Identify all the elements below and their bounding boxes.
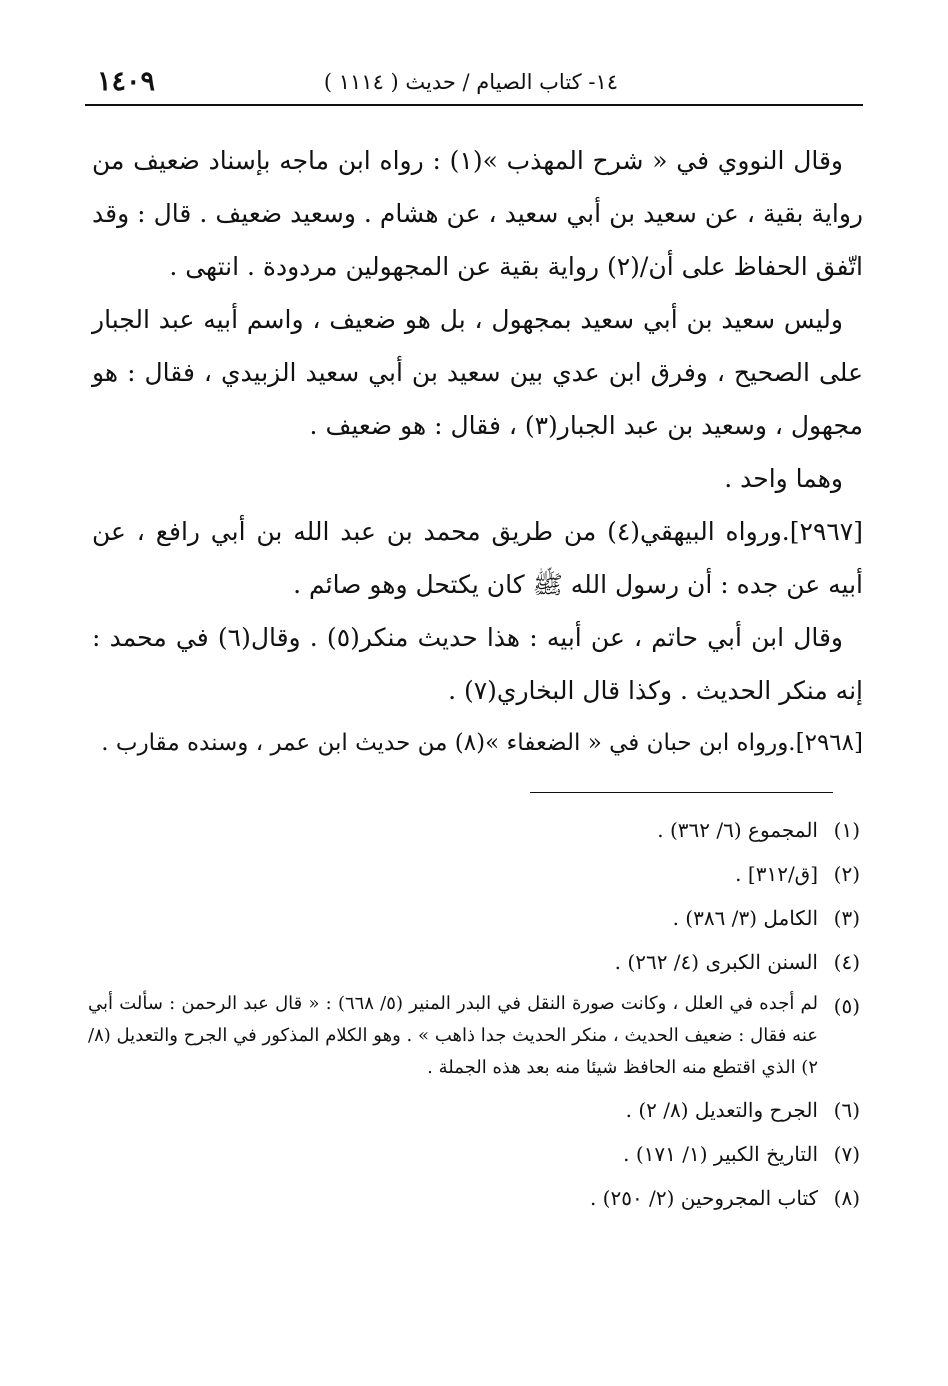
hadith-2967: [٢٩٦٧].ورواه البيهقي(٤) من طريق محمد بن عبد الله بن أبي رافع ، عن أبيه عن جده : أن رسول الله ﷺ كان يكتحل وهو صائم .: [92, 517, 863, 599]
footnote-text: لم أجده في العلل ، وكانت صورة النقل في البدر المنير (٥/ ٦٦٨) : « قال عبد الرحمن : سألت أبي عنه فقال : ضعيف الحديث ، منكر الحديث جدا ذاهب » . وهو الكلام المذكور في الجرح والتعديل (٨/ ٢) الذي اقتطع منه الحافظ شيئا منه بعد هذه الجملة .: [88, 993, 818, 1078]
footnote-text: التاريخ الكبير (١/ ١٧١) .: [623, 1142, 818, 1166]
footnote-item: [88, 1092, 860, 1128]
footnote-text: الجرح والتعديل (٨/ ٢) .: [625, 1098, 818, 1122]
footnote-text: الكامل (٣/ ٣٨٦) .: [672, 906, 818, 930]
chapter-title: ١٤- كتاب الصيام / حديث ( ١١١٤ ): [323, 70, 618, 94]
main-text: [92, 134, 863, 770]
paragraph-same-person: وهما واحد .: [724, 464, 843, 493]
footnote-number: (١): [833, 818, 860, 842]
footnote-number: (٣): [833, 906, 860, 930]
footnote-number: (٦): [833, 1098, 860, 1122]
footnote-text: [ق/٣١٢] .: [735, 862, 818, 886]
running-header: [85, 62, 863, 102]
footnote-number: (٥): [833, 994, 860, 1018]
footnote-item: [88, 944, 860, 980]
paragraph-abi-hatim: وقال ابن أبي حاتم ، عن أبيه : هذا حديث منكر(٥) . وقال(٦) في محمد : إنه منكر الحديث . وكذا قال البخاري(٧) .: [92, 623, 863, 705]
footnote-item: [88, 1180, 860, 1216]
footnote-number: (٤): [833, 950, 860, 974]
hadith-2968: [٢٩٦٨].ورواه ابن حبان في « الضعفاء »(٨) من حديث ابن عمر ، وسنده مقارب .: [101, 730, 863, 756]
header-divider: [85, 104, 863, 106]
footnote-text: كتاب المجروحين (٢/ ٢٥٠) .: [589, 1186, 818, 1210]
footnote-number: (٨): [833, 1186, 860, 1210]
page-number: ١٤٠٩: [97, 66, 156, 97]
paragraph-said: وليس سعيد بن أبي سعيد بمجهول ، بل هو ضعيف ، واسم أبيه عبد الجبار على الصحيح ، وفرق ابن عدي بين سعيد بن أبي سعيد الزبيدي ، فقال : هو مجهول ، وسعيد بن عبد الجبار(٣) ، فقال : هو ضعيف .: [92, 305, 863, 440]
footnote-text: السنن الكبرى (٤/ ٢٦٢) .: [614, 950, 818, 974]
footnote-item: [88, 812, 860, 848]
footnote-item: [88, 1136, 860, 1172]
footnote-item: [88, 856, 860, 892]
footnote-item: [88, 900, 860, 936]
footnote-item: [88, 988, 860, 1084]
paragraph-nawawi: وقال النووي في « شرح المهذب »(١) : رواه ابن ماجه بإسناد ضعيف من رواية بقية ، عن سعيد بن أبي سعيد ، عن هشام . وسعيد ضعيف . قال : وقد اتّفق الحفاظ على أن/(٢) رواية بقية عن المجهولين مردودة . انتهى .: [92, 146, 863, 281]
footnote-number: (٧): [833, 1142, 860, 1166]
footnote-text: المجموع (٦/ ٣٦٢) .: [657, 818, 818, 842]
footnote-number: (٢): [833, 862, 860, 886]
footnotes: [88, 812, 860, 1224]
footnote-divider: [530, 792, 833, 793]
